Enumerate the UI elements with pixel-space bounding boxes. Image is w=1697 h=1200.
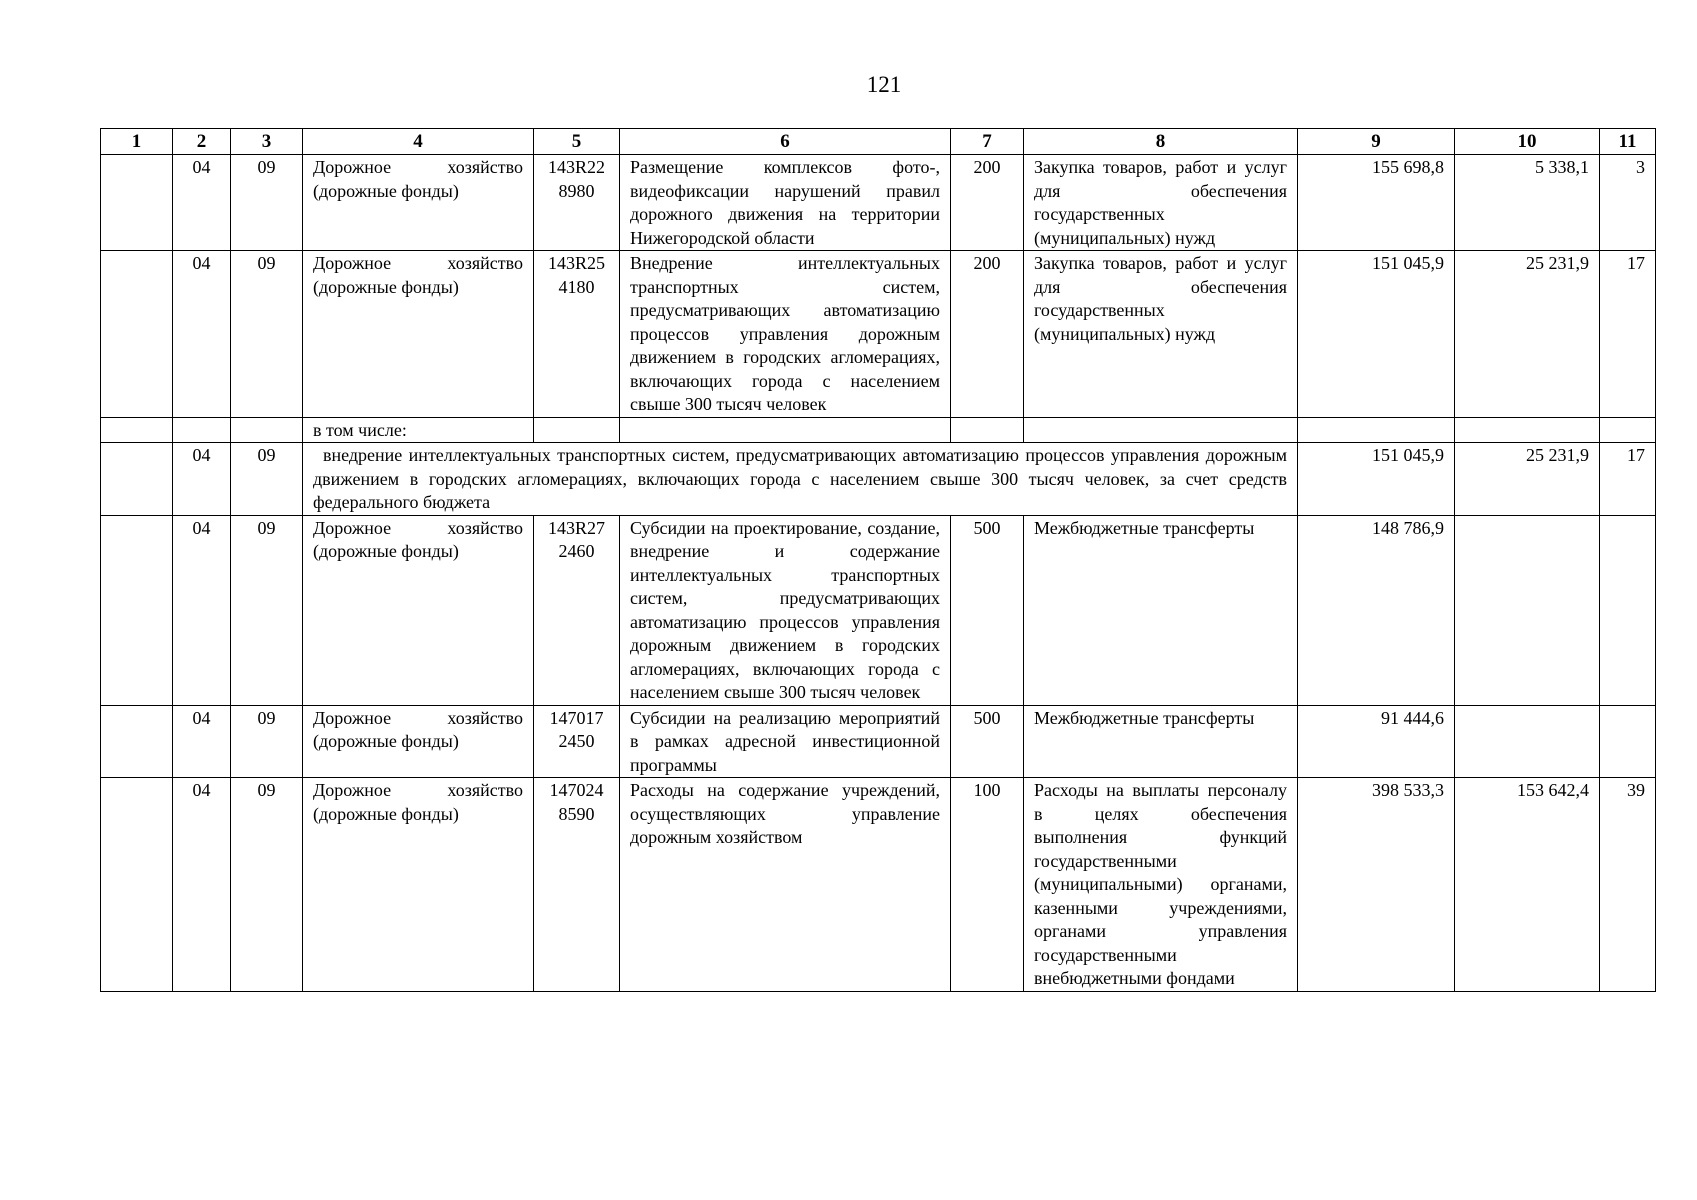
section-name: Дорожное хозяйство (дорожные фонды) [303,155,534,251]
table-row [101,417,1656,443]
column-header: 10 [1455,129,1600,155]
page-number: 121 [866,72,902,97]
column-header: 4 [303,129,534,155]
amount-total: 148 786,9 [1298,515,1455,705]
subsection-code: 09 [231,778,303,992]
amount-secondary: 153 642,4 [1455,778,1600,992]
article-description: Размещение комплексов фото-, видеофиксации нарушений правил дорожного движения на территории Нижегородской области [620,155,951,251]
amount-count: 39 [1600,778,1656,992]
table-row [101,155,1656,251]
section-code: 04 [173,251,231,418]
article-description: Внедрение интеллектуальных транспортных систем, предусматривающих автоматизацию процессов управления дорожным движением в городских агломерациях, включающих города с населением свыше 300 тысяч человек [620,251,951,418]
section-code: 04 [173,705,231,778]
target-article: 143R22 8980 [534,155,620,251]
column-header: 7 [951,129,1024,155]
table-cell [173,417,231,443]
section-code: 04 [173,515,231,705]
target-article: 143R27 2460 [534,515,620,705]
expense-type-name: Межбюджетные трансферты [1024,515,1298,705]
expense-type-code: 200 [951,155,1024,251]
expense-type-code: 500 [951,705,1024,778]
table-cell [101,417,173,443]
target-article: 147024 8590 [534,778,620,992]
amount-total: 151 045,9 [1298,251,1455,418]
table-cell [1455,417,1600,443]
amount-secondary [1455,515,1600,705]
expense-type-code: 500 [951,515,1024,705]
column-header: 5 [534,129,620,155]
table-cell [1298,417,1455,443]
table-cell [1600,417,1656,443]
expense-type-name: Межбюджетные трансферты [1024,705,1298,778]
subsection-code: 09 [231,251,303,418]
table-row [101,778,1656,992]
table-row [101,443,1656,516]
table-cell [231,417,303,443]
subsection-code: 09 [231,515,303,705]
section-code: 04 [173,443,231,516]
table-cell [101,778,173,992]
table-cell [951,417,1024,443]
column-header: 2 [173,129,231,155]
column-header: 8 [1024,129,1298,155]
column-header: 1 [101,129,173,155]
table-cell [101,155,173,251]
subsection-code: 09 [231,443,303,516]
amount-secondary: 25 231,9 [1455,443,1600,516]
amount-total: 91 444,6 [1298,705,1455,778]
table-cell [101,251,173,418]
section-name: Дорожное хозяйство (дорожные фонды) [303,778,534,992]
table-cell [620,417,951,443]
expense-type-code: 200 [951,251,1024,418]
subsection-code: 09 [231,155,303,251]
amount-count: 17 [1600,251,1656,418]
section-code: 04 [173,778,231,992]
amount-secondary: 5 338,1 [1455,155,1600,251]
section-name: Дорожное хозяйство (дорожные фонды) [303,515,534,705]
expense-type-name: Расходы на выплаты персоналу в целях обеспечения выполнения функций государственными (муниципальными) органами, казенными учреждениями, органами управления государственными внебюджетными фондами [1024,778,1298,992]
table-row [101,251,1656,418]
expense-type-name: Закупка товаров, работ и услуг для обеспечения государственных (муниципальных) нужд [1024,251,1298,418]
amount-count [1600,515,1656,705]
amount-total: 398 533,3 [1298,778,1455,992]
amount-secondary: 25 231,9 [1455,251,1600,418]
amount-secondary [1455,705,1600,778]
target-article: 147017 2450 [534,705,620,778]
section-code: 04 [173,155,231,251]
expense-type-code: 100 [951,778,1024,992]
article-description: Субсидии на реализацию мероприятий в рамках адресной инвестиционной программы [620,705,951,778]
section-name: Дорожное хозяйство (дорожные фонды) [303,705,534,778]
including-description: внедрение интеллектуальных транспортных систем, предусматривающих автоматизацию процессов управления дорожным движением в городских агломерациях, включающих города с населением свыше 300 тысяч человек, за счет средств федерального бюджета [303,443,1298,516]
amount-count: 3 [1600,155,1656,251]
subsection-code: 09 [231,705,303,778]
amount-count [1600,705,1656,778]
column-header: 3 [231,129,303,155]
article-description: Субсидии на проектирование, создание, внедрение и содержание интеллектуальных транспортных систем, предусматривающих автоматизацию процессов управления дорожным движением в городских агломерациях, включающих города с населением свыше 300 тысяч человек [620,515,951,705]
amount-total: 151 045,9 [1298,443,1455,516]
article-description: Расходы на содержание учреждений, осуществляющих управление дорожным хозяйством [620,778,951,992]
section-name: Дорожное хозяйство (дорожные фонды) [303,251,534,418]
table-cell [1024,417,1298,443]
including-label: в том числе: [303,417,534,443]
column-header: 11 [1600,129,1656,155]
table-row [101,705,1656,778]
table-cell [101,443,173,516]
amount-total: 155 698,8 [1298,155,1455,251]
expense-type-name: Закупка товаров, работ и услуг для обеспечения государственных (муниципальных) нужд [1024,155,1298,251]
table-cell [101,515,173,705]
header-row [101,129,1656,155]
column-header: 6 [620,129,951,155]
table-row [101,515,1656,705]
budget-table [100,128,1656,992]
table-cell [101,705,173,778]
column-header: 9 [1298,129,1455,155]
target-article: 143R25 4180 [534,251,620,418]
table-cell [534,417,620,443]
amount-count: 17 [1600,443,1656,516]
